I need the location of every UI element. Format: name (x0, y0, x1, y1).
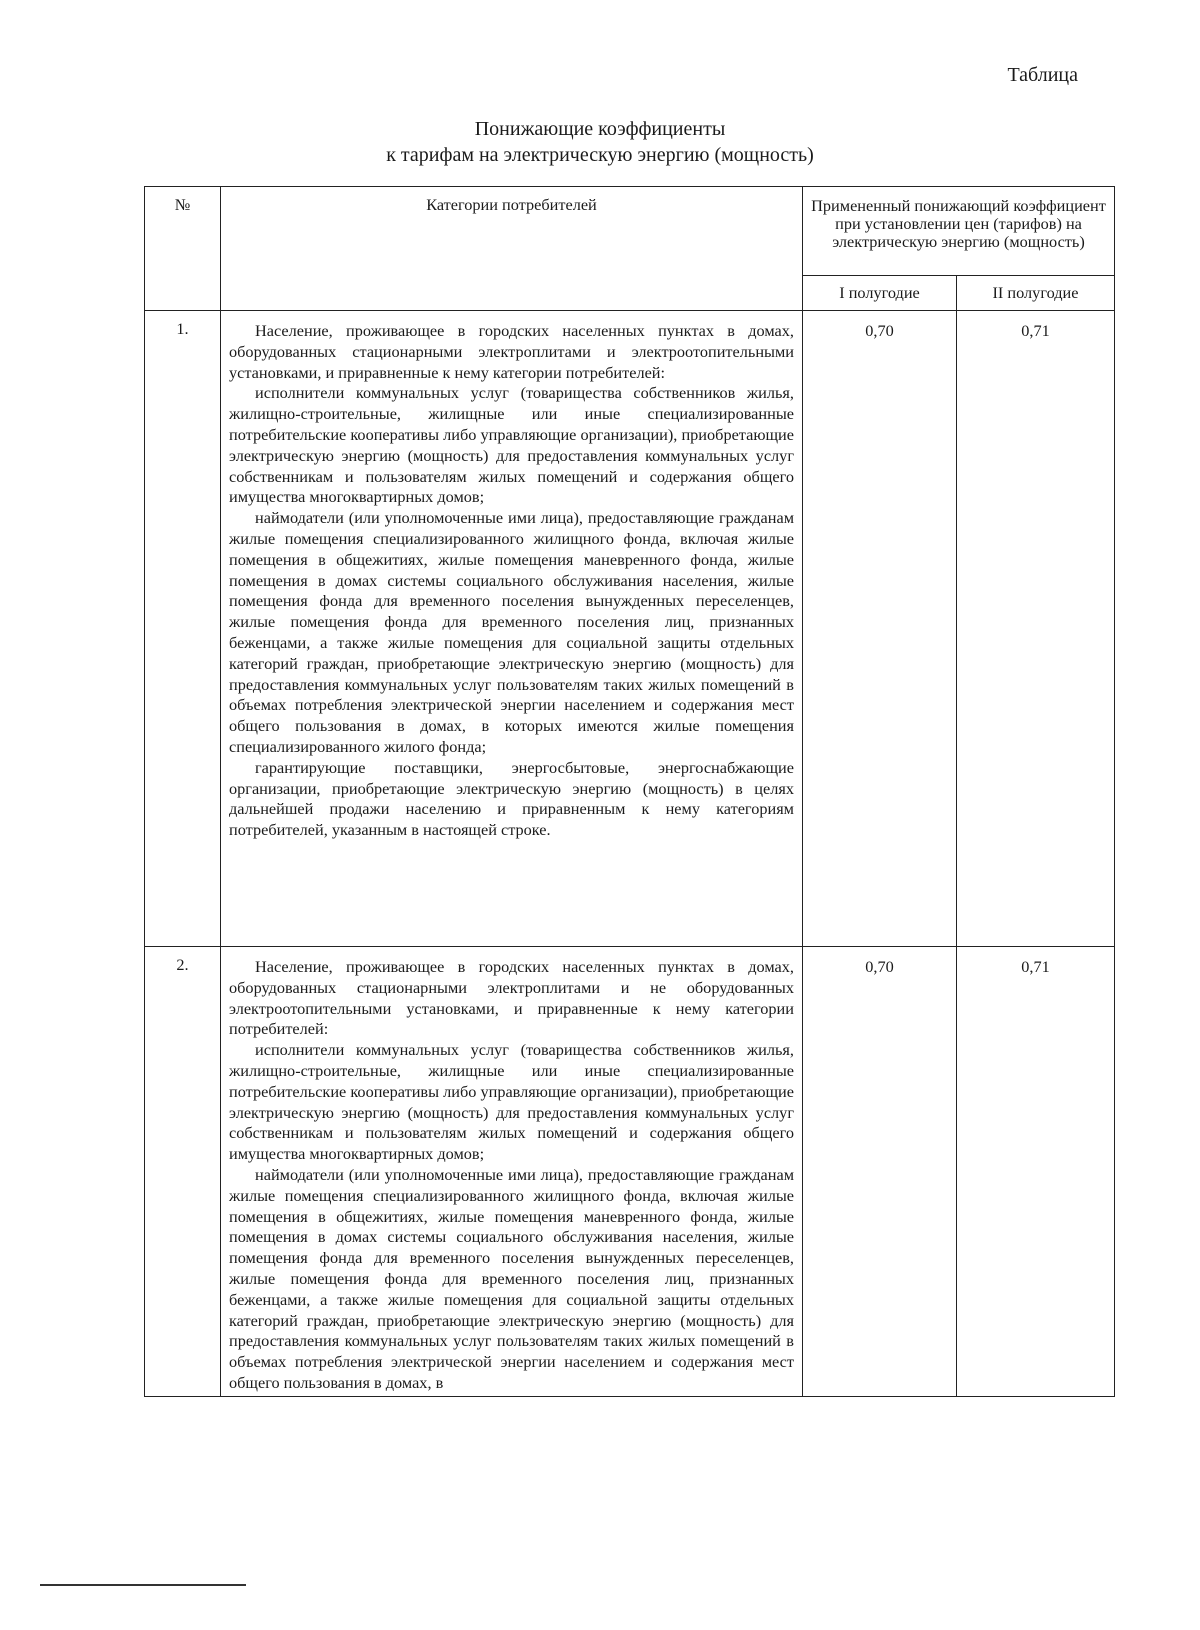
header-coefficient: Примененный понижающий коэффициент при установлении цен (тарифов) на электрическую энергию (мощность) (803, 187, 1115, 276)
table-row (145, 311, 1115, 947)
table-header-row (145, 187, 1115, 276)
row-number: 2. (145, 947, 221, 1397)
category-paragraph: гарантирующие поставщики, энергосбытовые, энергоснабжающие организации, приобретающие электрическую энергию (мощность) в целях дальнейшей продажи населению и приравненным к нему категориям потребителей, указанным в настоящей строке. (229, 757, 794, 840)
header-half-1: I полугодие (803, 276, 957, 311)
category-paragraph: наймодатели (или уполномоченные ими лица), предоставляющие гражданам жилые помещения специализированного жилищного фонда, включая жилые помещения в общежитиях, жилые помещения маневренного фонда, жилые помещения в домах системы социального обслуживания населения, жилые помещения фонда для временного поселения вынужденных переселенцев, жилые помещения фонда для временного поселения лиц, признанных беженцами, а также жилые помещения для социальной защиты отдельных категорий граждан, приобретающие электрическую энергию (мощность) для предоставления коммунальных услуг пользователям таких жилых помещений в объемах потребления электрической энергии населением и содержания мест общего пользования в домах, в (229, 1164, 794, 1392)
header-half-2: II полугодие (957, 276, 1115, 311)
category-paragraph: исполнители коммунальных услуг (товарищества собственников жилья, жилищно-строительные, жилищные или иные специализированные потребительские кооперативы либо управляющие организации), приобретающие электрическую энергию (мощность) для предоставления коммунальных услуг собственникам и пользователям жилых помещений и содержания общего имущества многоквартирных домов; (229, 383, 794, 507)
category-paragraph: Население, проживающее в городских населенных пунктах в домах, оборудованных стационарными электроплитами и не оборудованных электроотопительными установками, и приравненные к нему категории потребителей: (229, 957, 794, 1039)
row-value-half-2: 0,71 (957, 311, 1115, 947)
footnote-divider (40, 1584, 246, 1586)
row-category-text (221, 947, 803, 1397)
header-category: Категории потребителей (221, 187, 803, 311)
document-title (0, 116, 1200, 168)
table-row (145, 947, 1115, 1397)
title-line-2: к тарифам на электрическую энергию (мощность) (386, 144, 814, 166)
title-line-1: Понижающие коэффициенты (474, 118, 726, 140)
row-value-half-1: 0,70 (803, 311, 957, 947)
table-label: Таблица (1007, 64, 1078, 86)
row-value-half-2: 0,71 (957, 947, 1115, 1397)
category-paragraph: Население, проживающее в городских населенных пунктах в домах, оборудованных стационарными электроплитами и электроотопительными установками, и приравненные к нему категории потребителей: (229, 321, 794, 382)
header-number: № (145, 187, 221, 311)
coefficients-table (144, 186, 1115, 1397)
category-paragraph: исполнители коммунальных услуг (товарищества собственников жилья, жилищно-строительные, жилищные или иные специализированные потребительские кооперативы либо управляющие организации), приобретающие электрическую энергию (мощность) для предоставления коммунальных услуг собственникам и пользователям жилых помещений и содержания общего имущества многоквартирных домов; (229, 1040, 794, 1164)
row-number: 1. (145, 311, 221, 947)
row-value-half-1: 0,70 (803, 947, 957, 1397)
category-paragraph: наймодатели (или уполномоченные ими лица), предоставляющие гражданам жилые помещения специализированного жилищного фонда, включая жилые помещения в общежитиях, жилые помещения маневренного фонда, жилые помещения в домах системы социального обслуживания населения, жилые помещения фонда для временного поселения вынужденных переселенцев, жилые помещения фонда для временного поселения лиц, признанных беженцами, а также жилые помещения для социальной защиты отдельных категорий граждан, приобретающие электрическую энергию (мощность) для предоставления коммунальных услуг пользователям таких жилых помещений в объемах потребления электрической энергии населением и содержания мест общего пользования в домах, в которых имеются жилые помещения специализированного жилого фонда; (229, 508, 794, 756)
row-category-text (221, 311, 803, 947)
